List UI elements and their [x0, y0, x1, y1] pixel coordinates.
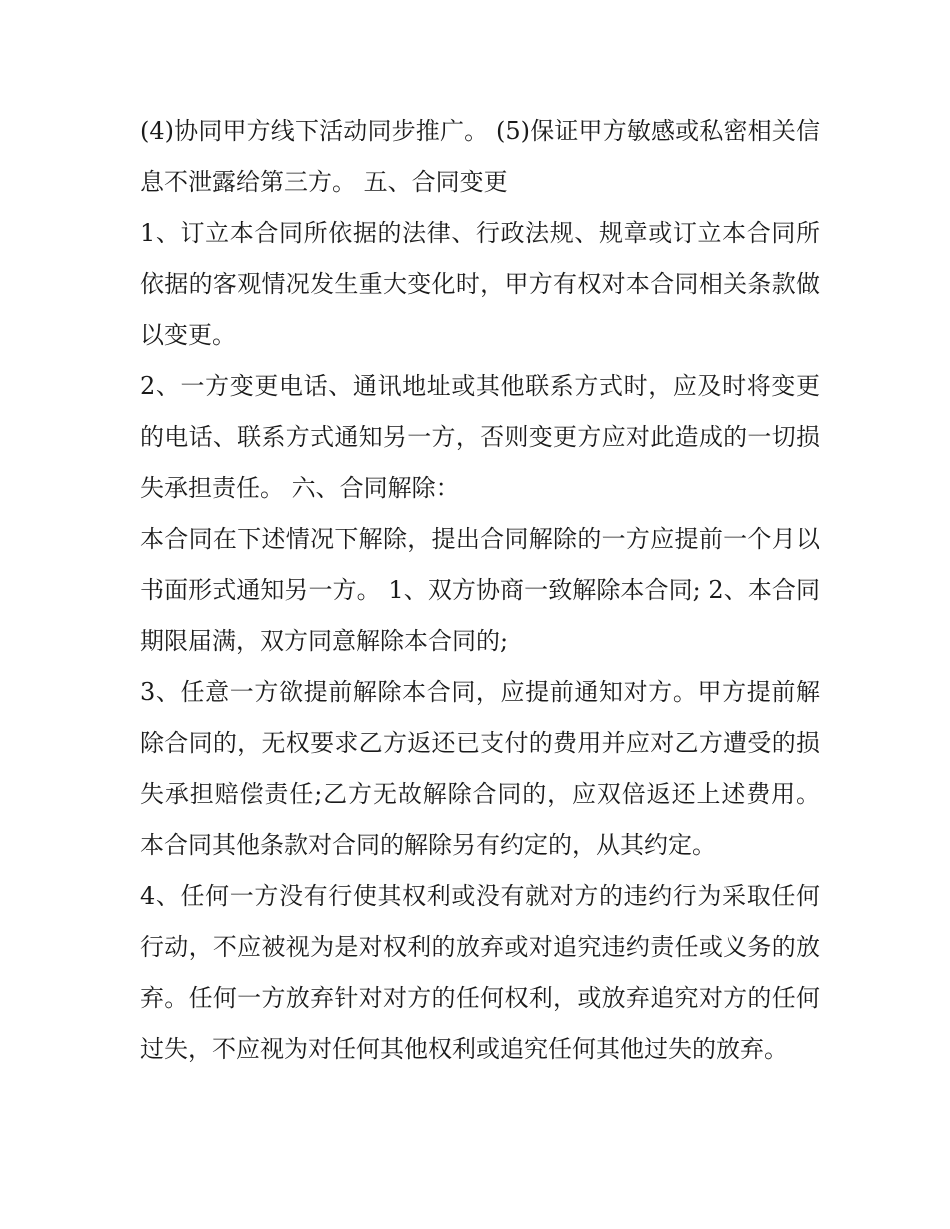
paragraph-6: 4、任何一方没有行使其权利或没有就对方的违约行为采取任何行动，不应被视为是对权利的放弃或对追究违约责任或义务的放弃。任何一方放弃针对对方的任何权利，或放弃追究对方的任何过失，不应视为对任何其他权利或追究任何其他过失的放弃。: [140, 882, 820, 1063]
paragraph-2: 1、订立本合同所依据的法律、行政法规、规章或订立本合同所依据的客观情况发生重大变化时，甲方有权对本合同相关条款做以变更。: [140, 219, 820, 349]
paragraph-1: (4)协同甲方线下活动同步推广。 (5)保证甲方敏感或私密相关信息不泄露给第三方。 五、合同变更: [140, 117, 820, 196]
paragraph-5: 3、任意一方欲提前解除本合同，应提前通知对方。甲方提前解除合同的，无权要求乙方返还已支付的费用并应对乙方遭受的损失承担赔偿责任;乙方无故解除合同的，应双倍返还上述费用。本合同其他条款对合同的解除另有约定的，从其约定。: [140, 678, 820, 859]
document-body: [140, 106, 820, 1075]
paragraph-3: 2、一方变更电话、通讯地址或其他联系方式时，应及时将变更的电话、联系方式通知另一方，否则变更方应对此造成的一切损失承担责任。 六、合同解除：: [140, 372, 820, 502]
paragraph-4: 本合同在下述情况下解除，提出合同解除的一方应提前一个月以书面形式通知另一方。 1、双方协商一致解除本合同; 2、本合同期限届满，双方同意解除本合同的;: [140, 525, 820, 655]
